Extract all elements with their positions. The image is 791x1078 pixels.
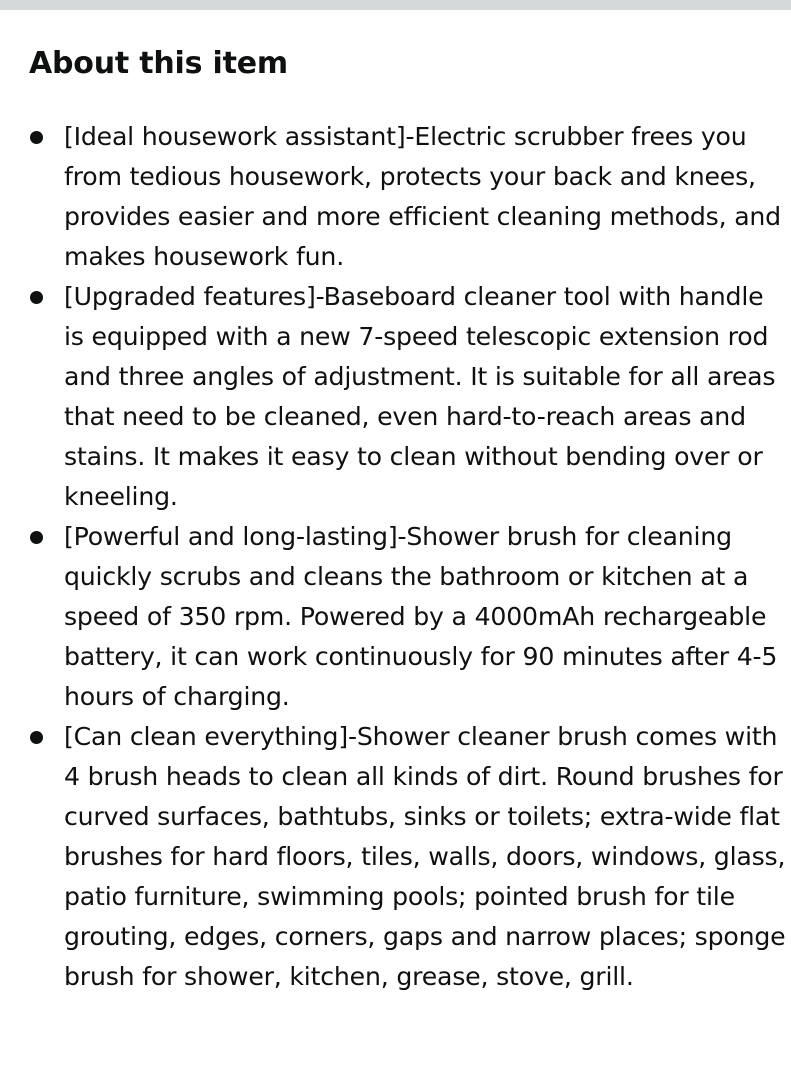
bullet-dot-icon [30,531,43,544]
section-title: About this item [29,46,288,81]
bullet-dot-icon [30,731,43,744]
bullet-dot-icon [30,291,43,304]
feature-bullet-1 [28,117,788,277]
feature-bullet-2 [28,277,788,517]
feature-bullet-list [28,117,788,997]
bullet-dot-icon [30,131,43,144]
feature-bullet-text: [Powerful and long-lasting]-Shower brush for cleaning quickly scrubs and cleans the bathroom or kitchen at a speed of 350 rpm. Powered by a 4000mAh rechargeable battery, it can work continuously for 90 minutes after 4-5 hours of charging. [64,522,778,711]
feature-bullet-text: [Can clean everything]-Shower cleaner brush comes with 4 brush heads to clean all kinds of dirt. Round brushes for curved surfaces, bathtubs, sinks or toilets; extra-wide flat brushes for hard floors, tiles, walls, doors, windows, glass, patio furniture, swimming pools; pointed brush for tile grouting, edges, corners, gaps and narrow places; sponge brush for shower, kitchen, grease, stove, grill. [64,722,786,991]
feature-bullet-text: [Ideal housework assistant]-Electric scrubber frees you from tedious housework, protects your back and knees, provides easier and more efficient cleaning methods, and makes housework fun. [64,122,781,271]
feature-bullet-4 [28,717,788,997]
top-divider [0,0,791,10]
about-this-item-section [28,42,788,997]
feature-bullet-text: [Upgraded features]-Baseboard cleaner tool with handle is equipped with a new 7-speed telescopic extension rod and three angles of adjustment. It is suitable for all areas that need to be cleaned, even hard-to-reach areas and stains. It makes it easy to clean without bending over or kneeling. [64,282,776,511]
feature-bullet-3 [28,517,788,717]
